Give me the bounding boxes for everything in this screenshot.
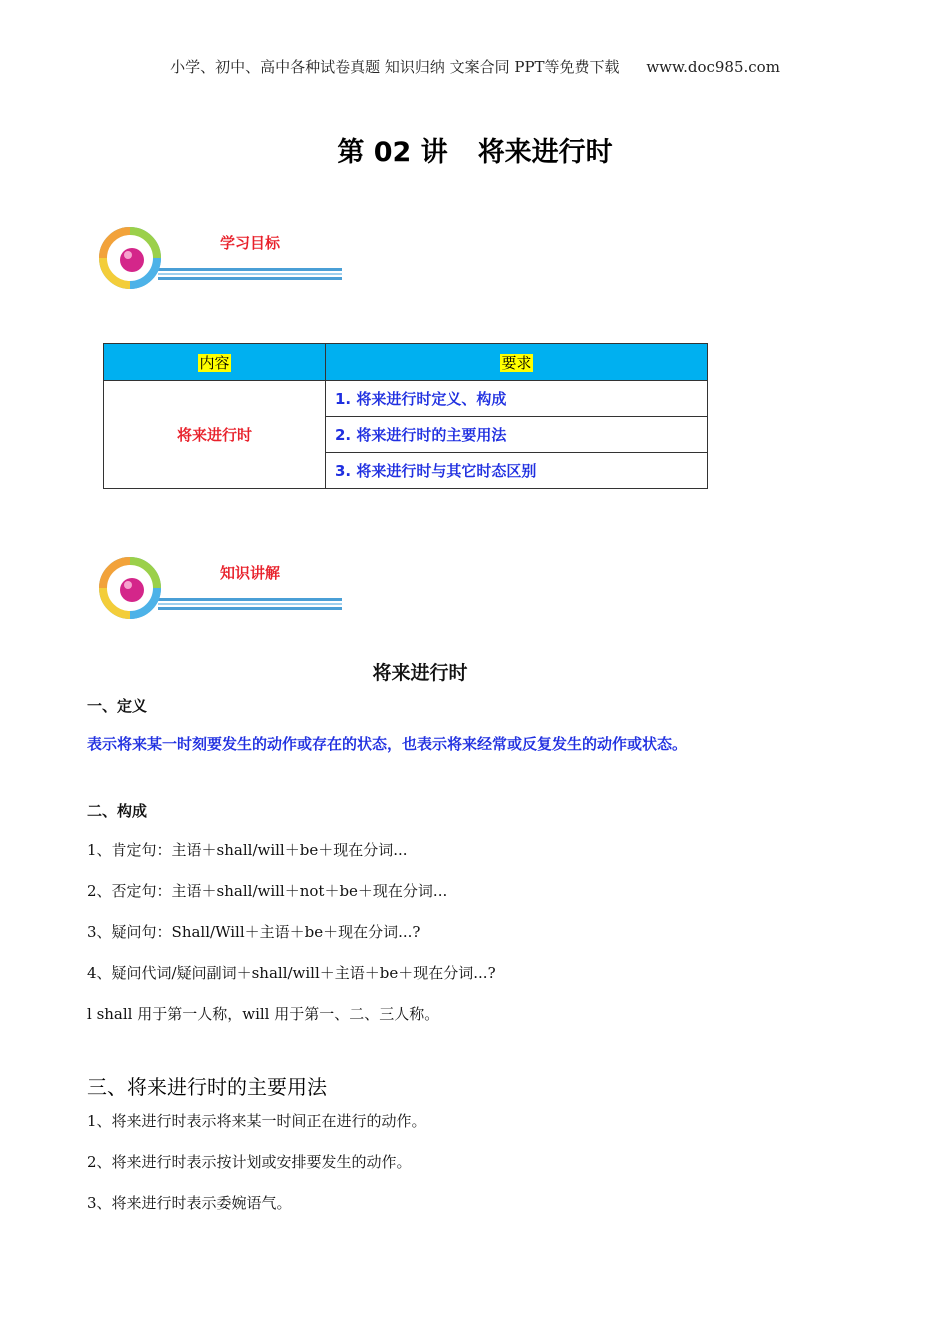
requirement-3: 3. 将来进行时与其它时态区别 — [326, 453, 708, 489]
lecture-number: 第 02 讲 — [337, 137, 448, 168]
usage-item-3: 3、将来进行时表示委婉语气。 — [87, 1194, 292, 1212]
structure-item-3: 3、疑问句：Shall/Will＋主语＋be＋现在分词...? — [87, 923, 421, 941]
section-label: 知识讲解 — [220, 564, 281, 582]
requirement-1: 1. 将来进行时定义、构成 — [326, 381, 708, 417]
structure-item-1: 1、肯定句：主语＋shall/will＋be＋现在分词... — [87, 841, 408, 859]
structure-item-2: 2、否定句：主语＋shall/will＋not＋be＋现在分词... — [87, 882, 448, 900]
table-row — [104, 381, 708, 417]
header-requirements — [326, 344, 708, 381]
structure-note: l shall 用于第一人称，will 用于第一、二、三人称。 — [87, 1005, 440, 1023]
header-url[interactable]: www.doc985.com — [646, 58, 780, 76]
structure-heading: 二、构成 — [87, 802, 148, 820]
header-content — [104, 344, 326, 381]
usage-item-2: 2、将来进行时表示按计划或安排要发生的动作。 — [87, 1153, 412, 1171]
lecture-topic: 将来进行时 — [477, 137, 613, 168]
goals-table — [103, 343, 708, 489]
requirement-2: 2. 将来进行时的主要用法 — [326, 417, 708, 453]
table-header-row — [104, 344, 708, 381]
section-banner-goals — [98, 222, 348, 314]
header-content-label: 内容 — [199, 353, 230, 372]
section-banner-knowledge — [98, 552, 348, 644]
usage-heading: 三、将来进行时的主要用法 — [87, 1075, 327, 1099]
section-label: 学习目标 — [220, 234, 281, 252]
usage-item-1: 1、将来进行时表示将来某一时间正在进行的动作。 — [87, 1112, 427, 1130]
page-header — [0, 56, 950, 77]
header-requirements-label: 要求 — [501, 353, 532, 372]
content-cell: 将来进行时 — [104, 381, 326, 489]
subtitle: 将来进行时 — [372, 662, 468, 684]
structure-item-4: 4、疑问代词/疑问副词＋shall/will＋主语＋be＋现在分词...? — [87, 964, 496, 982]
definition-text: 表示将来某一时刻要发生的动作或存在的状态，也表示将来经常或反复发生的动作或状态。 — [87, 735, 688, 753]
header-text: 小学、初中、高中各种试卷真题 知识归纳 文案合同 PPT等免费下载 — [170, 58, 620, 76]
page-title — [0, 130, 950, 169]
definition-heading: 一、定义 — [87, 697, 148, 715]
